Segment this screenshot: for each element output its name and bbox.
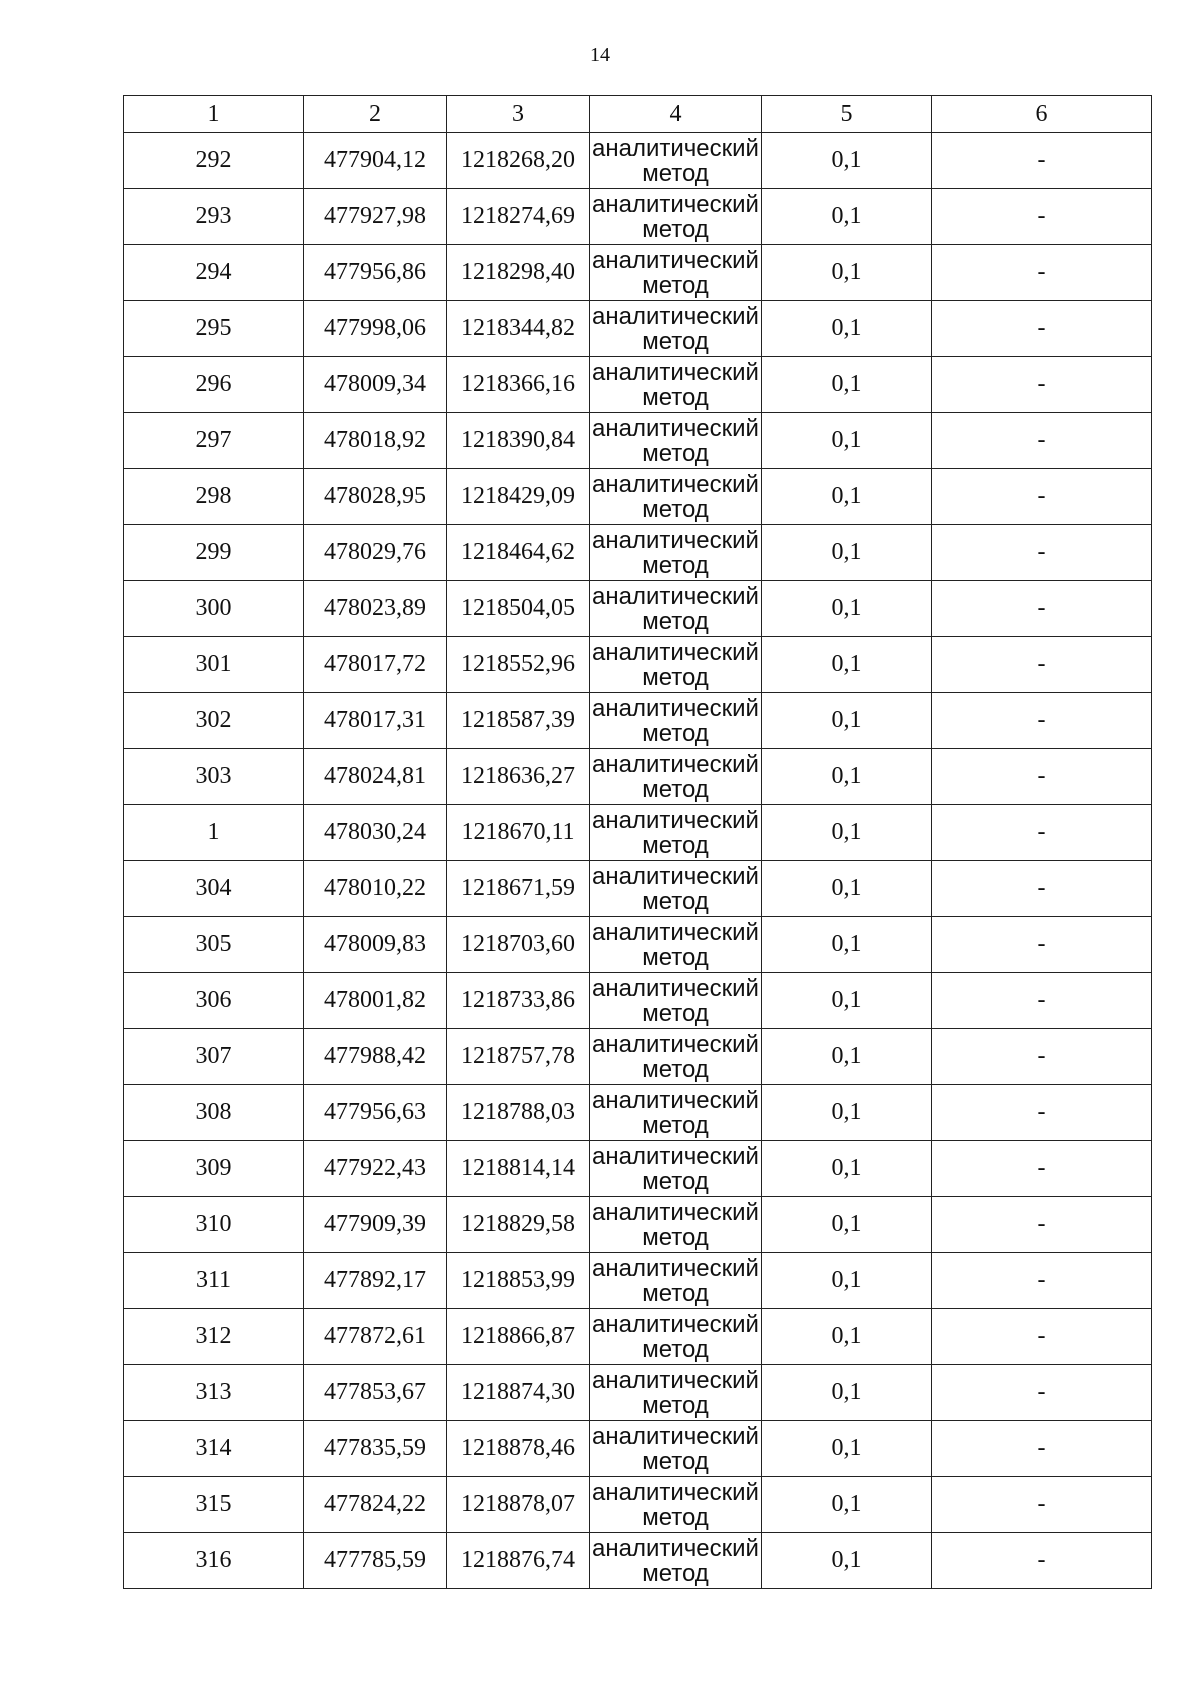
note-cell: - [932,749,1152,805]
point-number-cell: 315 [124,1477,304,1533]
point-number-cell: 296 [124,357,304,413]
note-cell: - [932,245,1152,301]
method-line-2: метод [642,383,709,411]
point-number-cell: 294 [124,245,304,301]
note-cell: - [932,693,1152,749]
method-line-2: метод [642,887,709,915]
method-cell [590,1533,762,1589]
point-number-cell: 306 [124,973,304,1029]
point-number-cell: 300 [124,581,304,637]
y-coordinate-cell: 1218298,40 [447,245,590,301]
y-coordinate-cell: 1218757,78 [447,1029,590,1085]
method-line-2: метод [642,1223,709,1251]
table-row [124,637,1152,693]
method-line-2: метод [642,1503,709,1531]
method-line-2: метод [642,215,709,243]
method-line-2: метод [642,607,709,635]
accuracy-cell: 0,1 [762,1085,932,1141]
point-number-cell: 1 [124,805,304,861]
table-row [124,973,1152,1029]
y-coordinate-cell: 1218504,05 [447,581,590,637]
table-row [124,1197,1152,1253]
x-coordinate-cell: 477785,59 [304,1533,447,1589]
method-cell [590,1141,762,1197]
method-line-2: метод [642,439,709,467]
x-coordinate-cell: 478018,92 [304,413,447,469]
method-line-1: аналитический [592,1086,759,1114]
note-cell: - [932,637,1152,693]
x-coordinate-cell: 477909,39 [304,1197,447,1253]
accuracy-cell: 0,1 [762,917,932,973]
note-cell: - [932,1029,1152,1085]
column-header: 6 [932,96,1152,133]
accuracy-cell: 0,1 [762,581,932,637]
method-line-1: аналитический [592,918,759,946]
point-number-cell: 295 [124,301,304,357]
x-coordinate-cell: 478009,83 [304,917,447,973]
x-coordinate-cell: 477904,12 [304,133,447,189]
x-coordinate-cell: 478009,34 [304,357,447,413]
note-cell: - [932,413,1152,469]
method-line-2: метод [642,1167,709,1195]
point-number-cell: 299 [124,525,304,581]
method-line-1: аналитический [592,526,759,554]
note-cell: - [932,1141,1152,1197]
column-header: 4 [590,96,762,133]
note-cell: - [932,469,1152,525]
accuracy-cell: 0,1 [762,973,932,1029]
y-coordinate-cell: 1218733,86 [447,973,590,1029]
y-coordinate-cell: 1218814,14 [447,1141,590,1197]
method-line-1: аналитический [592,1478,759,1506]
accuracy-cell: 0,1 [762,1421,932,1477]
method-cell [590,133,762,189]
method-cell [590,581,762,637]
accuracy-cell: 0,1 [762,1477,932,1533]
table-row [124,693,1152,749]
accuracy-cell: 0,1 [762,693,932,749]
column-header: 2 [304,96,447,133]
method-cell [590,1365,762,1421]
y-coordinate-cell: 1218788,03 [447,1085,590,1141]
y-coordinate-cell: 1218878,46 [447,1421,590,1477]
method-cell [590,973,762,1029]
method-cell [590,1477,762,1533]
table-row [124,245,1152,301]
x-coordinate-cell: 478017,31 [304,693,447,749]
table-row [124,581,1152,637]
method-cell [590,917,762,973]
method-line-1: аналитический [592,582,759,610]
y-coordinate-cell: 1218274,69 [447,189,590,245]
table-row [124,805,1152,861]
method-line-1: аналитический [592,470,759,498]
table-row [124,1085,1152,1141]
method-cell [590,1253,762,1309]
point-number-cell: 305 [124,917,304,973]
note-cell: - [932,1253,1152,1309]
method-cell [590,1029,762,1085]
accuracy-cell: 0,1 [762,1253,932,1309]
method-cell [590,805,762,861]
method-line-1: аналитический [592,414,759,442]
note-cell: - [932,805,1152,861]
table-row [124,1309,1152,1365]
method-cell [590,1085,762,1141]
x-coordinate-cell: 477892,17 [304,1253,447,1309]
method-line-1: аналитический [592,750,759,778]
point-number-cell: 309 [124,1141,304,1197]
method-line-2: метод [642,159,709,187]
table-row [124,301,1152,357]
y-coordinate-cell: 1218268,20 [447,133,590,189]
accuracy-cell: 0,1 [762,1141,932,1197]
note-cell: - [932,581,1152,637]
note-cell: - [932,917,1152,973]
x-coordinate-cell: 477927,98 [304,189,447,245]
method-line-2: метод [642,943,709,971]
point-number-cell: 312 [124,1309,304,1365]
method-cell [590,693,762,749]
point-number-cell: 303 [124,749,304,805]
y-coordinate-cell: 1218636,27 [447,749,590,805]
method-line-1: аналитический [592,1422,759,1450]
note-cell: - [932,1309,1152,1365]
point-number-cell: 307 [124,1029,304,1085]
method-line-1: аналитический [592,1142,759,1170]
note-cell: - [932,1477,1152,1533]
note-cell: - [932,861,1152,917]
accuracy-cell: 0,1 [762,749,932,805]
y-coordinate-cell: 1218853,99 [447,1253,590,1309]
method-line-1: аналитический [592,1254,759,1282]
point-number-cell: 314 [124,1421,304,1477]
method-cell [590,189,762,245]
accuracy-cell: 0,1 [762,413,932,469]
method-line-1: аналитический [592,806,759,834]
x-coordinate-cell: 478028,95 [304,469,447,525]
method-line-2: метод [642,1279,709,1307]
method-line-2: метод [642,999,709,1027]
y-coordinate-cell: 1218829,58 [447,1197,590,1253]
table-row [124,1253,1152,1309]
y-coordinate-cell: 1218390,84 [447,413,590,469]
method-line-1: аналитический [592,190,759,218]
note-cell: - [932,189,1152,245]
x-coordinate-cell: 477956,63 [304,1085,447,1141]
y-coordinate-cell: 1218552,96 [447,637,590,693]
method-cell [590,749,762,805]
y-coordinate-cell: 1218876,74 [447,1533,590,1589]
note-cell: - [932,525,1152,581]
method-line-1: аналитический [592,694,759,722]
method-line-2: метод [642,1335,709,1363]
y-coordinate-cell: 1218587,39 [447,693,590,749]
x-coordinate-cell: 477824,22 [304,1477,447,1533]
y-coordinate-cell: 1218366,16 [447,357,590,413]
point-number-cell: 298 [124,469,304,525]
accuracy-cell: 0,1 [762,245,932,301]
method-line-1: аналитический [592,1198,759,1226]
method-cell [590,861,762,917]
x-coordinate-cell: 478001,82 [304,973,447,1029]
method-cell [590,357,762,413]
table-row [124,413,1152,469]
x-coordinate-cell: 477853,67 [304,1365,447,1421]
accuracy-cell: 0,1 [762,189,932,245]
method-line-1: аналитический [592,974,759,1002]
method-line-2: метод [642,831,709,859]
y-coordinate-cell: 1218671,59 [447,861,590,917]
method-line-2: метод [642,1055,709,1083]
note-cell: - [932,1421,1152,1477]
x-coordinate-cell: 477835,59 [304,1421,447,1477]
point-number-cell: 311 [124,1253,304,1309]
x-coordinate-cell: 477998,06 [304,301,447,357]
x-coordinate-cell: 477988,42 [304,1029,447,1085]
method-cell [590,469,762,525]
x-coordinate-cell: 477872,61 [304,1309,447,1365]
method-line-1: аналитический [592,1366,759,1394]
x-coordinate-cell: 478029,76 [304,525,447,581]
accuracy-cell: 0,1 [762,1029,932,1085]
point-number-cell: 293 [124,189,304,245]
method-line-2: метод [642,1559,709,1587]
method-line-1: аналитический [592,1534,759,1562]
point-number-cell: 304 [124,861,304,917]
method-cell [590,1309,762,1365]
coordinates-table [123,95,1152,1589]
table-row [124,357,1152,413]
accuracy-cell: 0,1 [762,1309,932,1365]
table-row [124,469,1152,525]
method-line-2: метод [642,663,709,691]
y-coordinate-cell: 1218878,07 [447,1477,590,1533]
table-row [124,1029,1152,1085]
method-line-1: аналитический [592,1030,759,1058]
method-line-1: аналитический [592,302,759,330]
point-number-cell: 310 [124,1197,304,1253]
method-line-1: аналитический [592,638,759,666]
method-line-2: метод [642,1391,709,1419]
note-cell: - [932,1085,1152,1141]
note-cell: - [932,1197,1152,1253]
point-number-cell: 292 [124,133,304,189]
accuracy-cell: 0,1 [762,301,932,357]
note-cell: - [932,1533,1152,1589]
method-cell [590,301,762,357]
x-coordinate-cell: 478030,24 [304,805,447,861]
method-line-2: метод [642,495,709,523]
y-coordinate-cell: 1218464,62 [447,525,590,581]
method-cell [590,637,762,693]
page-number: 14 [590,44,610,66]
x-coordinate-cell: 478017,72 [304,637,447,693]
method-line-2: метод [642,327,709,355]
accuracy-cell: 0,1 [762,861,932,917]
column-header: 3 [447,96,590,133]
method-line-2: метод [642,1111,709,1139]
x-coordinate-cell: 478023,89 [304,581,447,637]
y-coordinate-cell: 1218344,82 [447,301,590,357]
table-row [124,189,1152,245]
column-header: 1 [124,96,304,133]
point-number-cell: 301 [124,637,304,693]
accuracy-cell: 0,1 [762,637,932,693]
method-line-2: метод [642,719,709,747]
method-cell [590,1421,762,1477]
method-cell [590,245,762,301]
y-coordinate-cell: 1218670,11 [447,805,590,861]
y-coordinate-cell: 1218429,09 [447,469,590,525]
table-row [124,133,1152,189]
table-row [124,1477,1152,1533]
point-number-cell: 308 [124,1085,304,1141]
table-row [124,749,1152,805]
method-cell [590,413,762,469]
x-coordinate-cell: 478024,81 [304,749,447,805]
y-coordinate-cell: 1218703,60 [447,917,590,973]
table-row [124,917,1152,973]
point-number-cell: 297 [124,413,304,469]
x-coordinate-cell: 477922,43 [304,1141,447,1197]
table-row [124,1141,1152,1197]
note-cell: - [932,133,1152,189]
note-cell: - [932,357,1152,413]
method-line-2: метод [642,1447,709,1475]
method-line-1: аналитический [592,246,759,274]
method-cell [590,1197,762,1253]
method-line-2: метод [642,775,709,803]
accuracy-cell: 0,1 [762,805,932,861]
method-line-1: аналитический [592,134,759,162]
note-cell: - [932,301,1152,357]
accuracy-cell: 0,1 [762,1365,932,1421]
y-coordinate-cell: 1218874,30 [447,1365,590,1421]
y-coordinate-cell: 1218866,87 [447,1309,590,1365]
table-row [124,1365,1152,1421]
table-row [124,525,1152,581]
x-coordinate-cell: 478010,22 [304,861,447,917]
accuracy-cell: 0,1 [762,469,932,525]
point-number-cell: 313 [124,1365,304,1421]
x-coordinate-cell: 477956,86 [304,245,447,301]
method-line-2: метод [642,551,709,579]
method-line-1: аналитический [592,1310,759,1338]
note-cell: - [932,973,1152,1029]
header-row [124,96,1152,133]
accuracy-cell: 0,1 [762,1197,932,1253]
table-row [124,1533,1152,1589]
accuracy-cell: 0,1 [762,357,932,413]
table-row [124,1421,1152,1477]
accuracy-cell: 0,1 [762,525,932,581]
point-number-cell: 302 [124,693,304,749]
table-row [124,861,1152,917]
method-line-2: метод [642,271,709,299]
point-number-cell: 316 [124,1533,304,1589]
note-cell: - [932,1365,1152,1421]
accuracy-cell: 0,1 [762,133,932,189]
method-cell [590,525,762,581]
method-line-1: аналитический [592,862,759,890]
column-header: 5 [762,96,932,133]
method-line-1: аналитический [592,358,759,386]
accuracy-cell: 0,1 [762,1533,932,1589]
